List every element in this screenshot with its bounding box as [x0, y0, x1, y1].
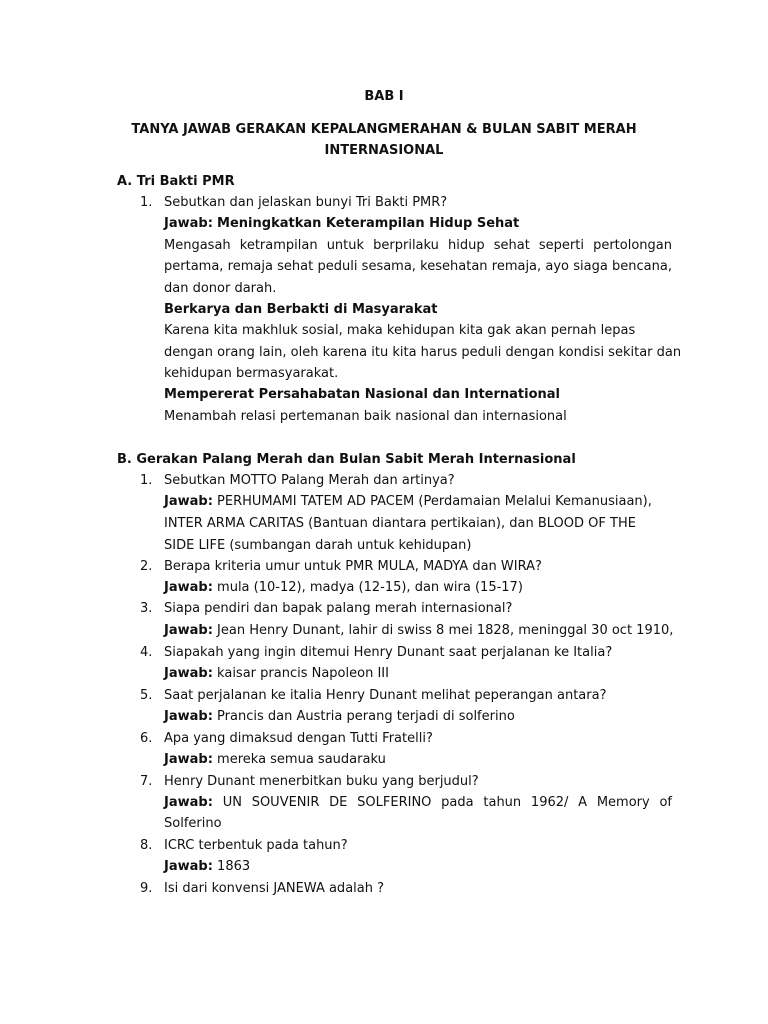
point-2-text-line: kehidupan bermasyarakat. — [164, 366, 339, 381]
section-b-heading: B. Gerakan Palang Merah dan Bulan Sabit Merah Internasional — [117, 452, 576, 467]
list-item-number: 1. — [140, 473, 153, 488]
list-item-question: Siapakah yang ingin ditemui Henry Dunant saat perjalanan ke Italia? — [164, 645, 613, 660]
answer-label: Jawab: — [164, 709, 213, 724]
list-item-question: Berapa kriteria umur untuk PMR MULA, MADYA dan WIRA? — [164, 559, 542, 574]
answer-text: UN SOUVENIR DE SOLFERINO pada tahun 1962/ A Memory of — [222, 795, 672, 810]
point-3-text: Menambah relasi pertemanan baik nasional dan internasional — [164, 409, 567, 424]
list-item-number: 2. — [140, 559, 153, 574]
answer-label: Jawab: — [164, 216, 213, 231]
list-item-answer — [164, 794, 672, 812]
chapter-title: BAB I — [364, 89, 404, 104]
answer-text: Jean Henry Dunant, lahir di swiss 8 mei 1828, meninggal 30 oct 1910, — [217, 623, 674, 638]
point-1-text-line: Mengasah ketrampilan untuk berprilaku hidup sehat seperti pertolongan — [164, 238, 672, 253]
list-item-number: 7. — [140, 774, 153, 789]
list-item-question: Saat perjalanan ke italia Henry Dunant melihat peperangan antara? — [164, 688, 607, 703]
list-item-question: Apa yang dimaksud dengan Tutti Fratelli? — [164, 731, 433, 746]
list-item-number: 3. — [140, 601, 153, 616]
list-item-answer — [164, 751, 386, 769]
section-a-q1-number: 1. — [140, 195, 153, 210]
answer-text: 1863 — [217, 859, 251, 874]
point-2-text-line: dengan orang lain, oleh karena itu kita harus peduli dengan kondisi sekitar dan — [164, 345, 682, 360]
list-item-question: Isi dari konvensi JANEWA adalah ? — [164, 881, 385, 896]
answer-text: PERHUMAMI TATEM AD PACEM (Perdamaian Melalui Kemanusiaan), — [217, 494, 652, 509]
point-1-text-line: pertama, remaja sehat peduli sesama, kesehatan remaja, ayo siaga bencana, — [164, 259, 672, 274]
list-item-answer — [164, 665, 389, 683]
list-item-answer — [164, 708, 515, 726]
point-2-title: Berkarya dan Berbakti di Masyarakat — [164, 302, 438, 317]
point-1-title: Meningkatkan Keterampilan Hidup Sehat — [217, 216, 520, 231]
list-item-answer — [164, 858, 250, 876]
answer-label: Jawab: — [164, 795, 213, 810]
section-a-q1-text: Sebutkan dan jelaskan bunyi Tri Bakti PMR? — [164, 195, 448, 210]
list-item-answer — [164, 493, 652, 511]
answer-text-line: INTER ARMA CARITAS (Bantuan diantara pertikaian), dan BLOOD OF THE — [164, 516, 636, 531]
list-item-answer — [164, 622, 673, 640]
point-1-text-line: dan donor darah. — [164, 281, 277, 296]
answer-label: Jawab: — [164, 494, 213, 509]
list-item-answer — [164, 579, 523, 597]
list-item-question: ICRC terbentuk pada tahun? — [164, 838, 348, 853]
answer-label: Jawab: — [164, 580, 213, 595]
answer-text-line: Solferino — [164, 816, 222, 831]
subtitle-line-1: TANYA JAWAB GERAKAN KEPALANGMERAHAN & BULAN SABIT MERAH — [131, 122, 637, 137]
list-item-number: 5. — [140, 688, 153, 703]
section-a-heading: A. Tri Bakti PMR — [117, 174, 235, 189]
point-2-text-line: Karena kita makhluk sosial, maka kehidupan kita gak akan pernah lepas — [164, 323, 636, 338]
answer-text: Prancis dan Austria perang terjadi di solferino — [217, 709, 515, 724]
answer-label: Jawab: — [164, 623, 213, 638]
list-item-number: 4. — [140, 645, 153, 660]
point-3-title: Mempererat Persahabatan Nasional dan International — [164, 387, 561, 402]
answer-text-line: SIDE LIFE (sumbangan darah untuk kehidupan) — [164, 538, 472, 553]
section-a-answer-line — [164, 215, 519, 233]
answer-label: Jawab: — [164, 752, 213, 767]
list-item-question: Sebutkan MOTTO Palang Merah dan artinya? — [164, 473, 455, 488]
subtitle-line-2: INTERNASIONAL — [324, 143, 444, 158]
answer-label: Jawab: — [164, 666, 213, 681]
answer-label: Jawab: — [164, 859, 213, 874]
list-item-question: Siapa pendiri dan bapak palang merah internasional? — [164, 601, 513, 616]
list-item-number: 8. — [140, 838, 153, 853]
list-item-question: Henry Dunant menerbitkan buku yang berjudul? — [164, 774, 479, 789]
answer-text: mereka semua saudaraku — [217, 752, 386, 767]
answer-text: kaisar prancis Napoleon III — [217, 666, 389, 681]
answer-text: mula (10-12), madya (12-15), dan wira (15-17) — [217, 580, 523, 595]
list-item-number: 9. — [140, 881, 153, 896]
list-item-number: 6. — [140, 731, 153, 746]
